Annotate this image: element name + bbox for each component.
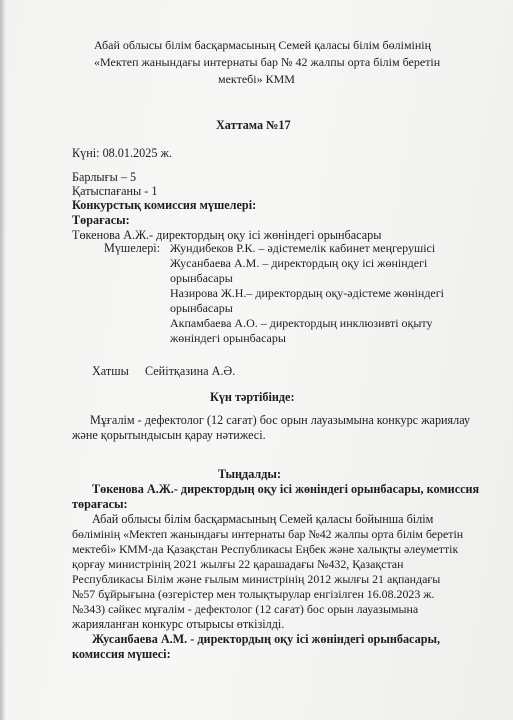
body-line: жарияланған конкурс отырысы өткізілді.	[72, 617, 285, 631]
heard-heading: Тыңдалды:	[218, 467, 282, 481]
body-line: мектебі» КММ-да Қазақстан Республикасы Еңбек және халықты әлеуметтік	[72, 542, 459, 556]
member-line: Жундибеков Р.К. – әдістемелік кабинет меңгерушісі	[170, 241, 436, 255]
attendance-absent: Қатыспағаны - 1	[72, 184, 158, 198]
body-line: №57 бұйрығына (өзгерістер мен толықтырулар енгізілген 16.08.2023 ж.	[72, 587, 435, 601]
speaker1-line-1: Төкенова А.Ж.- директордың оқу ісі жөніндегі орынбасары, комиссия	[92, 482, 480, 496]
speaker2-line-2: комиссия мүшесі:	[72, 647, 171, 661]
body-line: Республикасы Білім және ғылым министрінің 2012 жылғы 21 ақпандағы	[72, 572, 441, 586]
protocol-date: Күні: 08.01.2025 ж.	[72, 146, 172, 160]
member-line: жөніндегі орынбасары	[170, 331, 286, 345]
member-line: орынбасары	[170, 271, 233, 285]
header-line-1: Абай облысы білім басқармасының Семей қаласы білім бөлімінің	[94, 38, 432, 52]
speaker1-line-2: төрағасы:	[72, 497, 128, 511]
member-line: Жусанбаева А.М. – директордың оқу ісі жөніндегі	[170, 256, 428, 270]
body-line: Абай облысы білім басқармасының Семей қаласы бойынша білім	[92, 512, 434, 526]
header-line-2: «Мектеп жанындағы интернаты бар № 42 жалпы орта білім беретін	[94, 55, 441, 69]
body-line: бөлімінің «Мектеп жанындағы интернаты бар №42 жалпы орта білім беретін	[72, 527, 464, 541]
attendance-total: Барлығы – 5	[72, 170, 137, 184]
agenda-line-1: Мұғалім - дефектолог (12 сағат) бос орын лауазымына конкурс жариялау	[90, 413, 471, 427]
speaker2-line-1: Жусанбаева А.М. - директордың оқу ісі жөніндегі орынбасары,	[92, 632, 441, 646]
secretary-name: Сейітқазина А.Ә.	[145, 364, 236, 378]
secretary-label: Хатшы	[92, 364, 129, 378]
agenda-line-2: және қорытындысын қарау нәтижесі.	[72, 428, 266, 442]
member-line: Акпамбаева А.О. – директордың инклюзивті оқыту	[170, 316, 433, 330]
agenda-heading: Күн тәртібінде:	[210, 390, 295, 404]
protocol-title: Хаттама №17	[216, 118, 291, 132]
chair-name: Төкенова А.Ж.- директордың оқу ісі жөніндегі орынбасары	[72, 228, 382, 242]
member-line: Назирова Ж.Н.– директордың оқу-әдістеме жөніндегі	[170, 286, 445, 300]
members-label: Мүшелері:	[104, 241, 161, 255]
chair-heading: Төрағасы:	[72, 213, 130, 227]
commission-heading: Конкурстық комиссия мүшелері:	[72, 198, 257, 212]
member-line: орынбасары	[170, 301, 233, 315]
page-shadow	[0, 0, 6, 720]
body-line: №343) сәйкес мұғалім - дефектолог (12 сағат) бос орын лауазымына	[72, 602, 419, 616]
header-line-3: мектебі» КММ	[218, 72, 295, 86]
body-line: қорғау министрінің 2021 жылғы 22 қарашадағы №432, Қазақстан	[72, 557, 404, 571]
